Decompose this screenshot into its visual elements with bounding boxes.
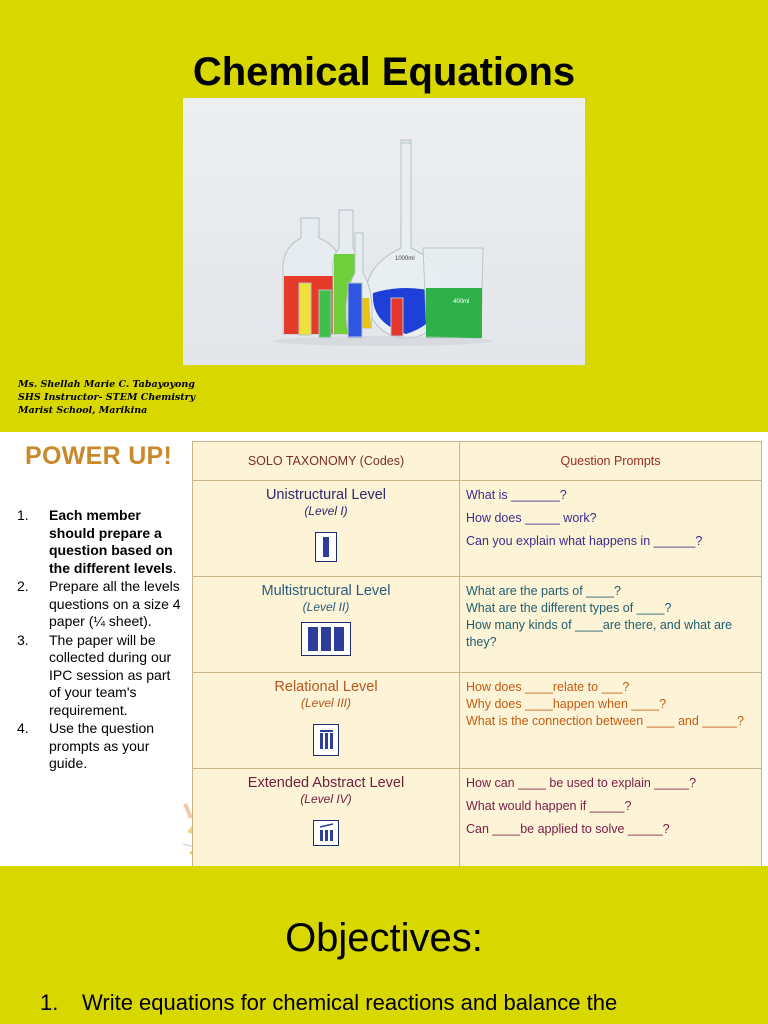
level-name: Relational Level [274, 679, 378, 695]
prompts-cell [460, 673, 762, 769]
prompt: Why does ____happen when ____? [466, 697, 667, 711]
level-sub: (Level I) [304, 504, 348, 518]
author-credit [18, 378, 195, 417]
power-up-heading: POWER UP! [25, 442, 173, 470]
prompt: What would happen if _____? [466, 799, 632, 813]
prompts-cell [460, 769, 762, 877]
level-sub: (Level IV) [300, 792, 352, 806]
level-cell [193, 769, 460, 877]
level-cell [193, 481, 460, 577]
prompt: Can ____be applied to solve _____? [466, 822, 670, 836]
objectives-slide [0, 866, 768, 1024]
level-name: Extended Abstract Level [247, 775, 405, 791]
instruction-list [0, 507, 185, 774]
list-item: 1. Each member should prepare a question based on the different levels. [17, 507, 177, 576]
author-role: SHS Instructor- STEM Chemistry [18, 392, 196, 403]
slide-title: Chemical Equations [192, 50, 576, 94]
table-header: Question Prompts [460, 442, 762, 481]
list-item: 4. Use the question prompts as your guide. [17, 720, 155, 771]
prompts-cell [460, 577, 762, 673]
objectives-list [40, 990, 617, 1016]
author-school: Marist School, Marikina [18, 405, 148, 416]
objectives-title: Objectives: [285, 916, 483, 960]
table-row [193, 577, 762, 673]
prompt: What are the parts of ____? [466, 584, 621, 598]
level-cell [193, 577, 460, 673]
power-up-slide [0, 432, 768, 866]
flask-label: 1000ml [395, 256, 415, 262]
prompts-cell [460, 481, 762, 577]
list-item: 2. Prepare all the levels questions on a size 4 paper (¼ sheet). [17, 578, 181, 629]
prompt: Can you explain what happens in ______? [466, 534, 703, 548]
prompt: What is _______? [466, 488, 567, 502]
laboratory-glassware-image [183, 98, 585, 365]
level-sub: (Level II) [302, 600, 350, 614]
prompt: How many kinds of ____are there, and what are they? [466, 618, 733, 649]
level-sub: (Level III) [300, 696, 351, 710]
level-name: Unistructural Level [265, 487, 387, 503]
prompt: What are the different types of ____? [466, 601, 672, 615]
title-slide [0, 0, 768, 432]
table-header: SOLO TAXONOMY (Codes) [193, 442, 460, 481]
list-item: 1. Write equations for chemical reactions and balance the [40, 990, 618, 1015]
prompt: How does ____relate to ___? [466, 680, 630, 694]
beaker-mark: 400ml [453, 299, 470, 305]
extended-bars-icon [313, 820, 339, 846]
level-name: Multistructural Level [261, 583, 391, 599]
table-row [193, 481, 762, 577]
table-row [193, 769, 762, 877]
prompt: How can ____ be used to explain _____? [466, 776, 697, 790]
prompt: How does _____ work? [466, 511, 597, 525]
solo-taxonomy-table [192, 441, 762, 877]
author-name: Ms. Shellah Marie C. Tabayoyong [18, 379, 195, 390]
table-row [193, 673, 762, 769]
table-header-row [193, 442, 762, 481]
single-bar-icon [315, 532, 337, 562]
connected-bars-icon [313, 724, 339, 756]
three-bars-icon [301, 622, 351, 656]
prompt: What is the connection between ____ and _____? [466, 714, 744, 728]
level-cell [193, 673, 460, 769]
list-item: 3. The paper will be collected during our IPC session as part of your team's requirement. [17, 631, 172, 718]
